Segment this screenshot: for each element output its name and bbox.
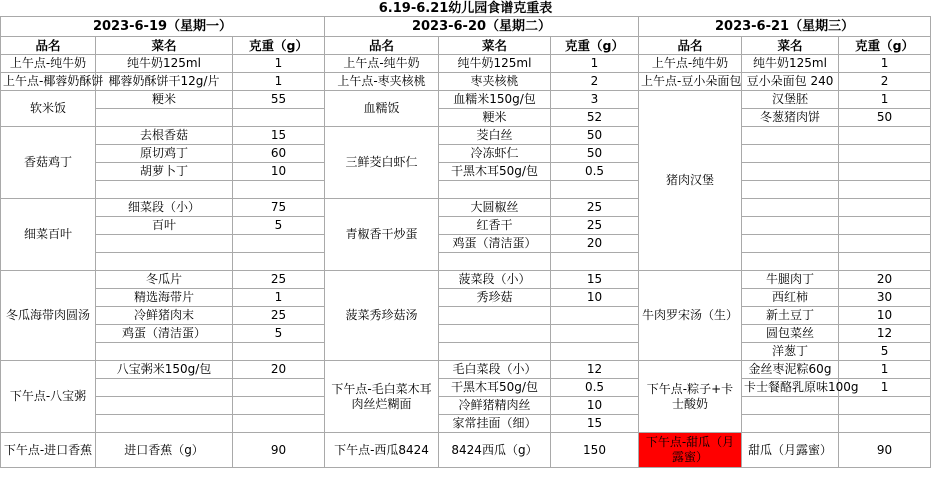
weight-cell	[551, 307, 639, 325]
weight-cell	[233, 379, 325, 397]
ingredient-cell: 干黑木耳50g/包	[439, 163, 551, 181]
weight-cell	[839, 145, 931, 163]
ingredient-cell: 菠菜段（小）	[439, 271, 551, 289]
ingredient-cell: 洋葱丁	[742, 343, 839, 361]
dish-cell: 下午点-粽子+卡士酸奶	[639, 361, 742, 433]
ingredient-cell: 干黑木耳50g/包	[439, 379, 551, 397]
weight-cell: 50	[551, 145, 639, 163]
weight-cell: 1	[839, 379, 931, 397]
weight-cell: 5	[233, 217, 325, 235]
ingredient-cell: 进口香蕉（g）	[96, 433, 233, 468]
ingredient-cell: 鸡蛋（清洁蛋）	[439, 235, 551, 253]
ingredient-cell	[439, 253, 551, 271]
weight-cell	[839, 217, 931, 235]
weight-cell: 15	[551, 415, 639, 433]
weight-cell	[233, 415, 325, 433]
dish-cell-highlighted: 下午点-甜瓜（月露蜜）	[639, 433, 742, 468]
weight-cell	[839, 199, 931, 217]
weight-cell: 2	[551, 73, 639, 91]
weight-cell: 52	[551, 109, 639, 127]
ingredient-cell: 鸡蛋（清洁蛋）	[96, 325, 233, 343]
ingredient-cell: 冷鲜猪肉末	[96, 307, 233, 325]
ingredient-cell: 卡士餐酪乳原味100g	[742, 379, 839, 397]
ingredient-cell: 冷鲜猪精肉丝	[439, 397, 551, 415]
weight-cell: 10	[551, 289, 639, 307]
weight-cell	[551, 181, 639, 199]
weight-cell	[233, 343, 325, 361]
ingredient-cell	[742, 217, 839, 235]
ingredient-cell: 去根香菇	[96, 127, 233, 145]
ingredient-cell: 精选海带片	[96, 289, 233, 307]
day-header-2: 2023-6-20（星期二）	[325, 17, 639, 37]
dish-cell: 上午点-纯牛奶	[325, 55, 439, 73]
ingredient-cell	[742, 127, 839, 145]
dish-cell: 上午点-椰蓉奶酥饼	[1, 73, 96, 91]
dish-cell: 香菇鸡丁	[1, 127, 96, 199]
weight-cell: 50	[551, 127, 639, 145]
weight-cell: 5	[233, 325, 325, 343]
ingredient-cell: 细菜段（小）	[96, 199, 233, 217]
weight-cell: 25	[233, 271, 325, 289]
ingredient-cell	[439, 343, 551, 361]
weight-cell: 10	[839, 307, 931, 325]
weight-cell	[839, 397, 931, 415]
ingredient-cell	[742, 415, 839, 433]
dish-cell: 冬瓜海带肉圆汤	[1, 271, 96, 361]
weight-cell	[233, 235, 325, 253]
weight-cell: 1	[551, 55, 639, 73]
weight-cell	[839, 127, 931, 145]
weight-cell: 25	[551, 199, 639, 217]
dish-cell: 菠菜秀珍菇汤	[325, 271, 439, 361]
ingredient-cell: 牛腿肉丁	[742, 271, 839, 289]
ingredient-cell	[96, 253, 233, 271]
col-header-cai: 菜名	[439, 37, 551, 55]
weight-cell: 75	[233, 199, 325, 217]
dish-cell: 猪肉汉堡	[639, 91, 742, 271]
ingredient-cell: 纯牛奶125ml	[96, 55, 233, 73]
weight-cell: 1	[233, 55, 325, 73]
ingredient-cell: 8424西瓜（g）	[439, 433, 551, 468]
ingredient-cell: 汉堡胚	[742, 91, 839, 109]
weight-cell: 12	[551, 361, 639, 379]
ingredient-cell	[96, 109, 233, 127]
weight-cell: 1	[233, 73, 325, 91]
dish-cell: 血糯饭	[325, 91, 439, 127]
dish-cell: 上午点-枣夹核桃	[325, 73, 439, 91]
ingredient-cell	[439, 307, 551, 325]
ingredient-cell	[742, 163, 839, 181]
ingredient-cell: 圆包菜丝	[742, 325, 839, 343]
weight-cell: 15	[233, 127, 325, 145]
ingredient-cell: 甜瓜（月露蜜）	[742, 433, 839, 468]
weight-cell	[839, 163, 931, 181]
col-header-pin: 品名	[1, 37, 96, 55]
weight-cell: 15	[551, 271, 639, 289]
weight-cell	[839, 253, 931, 271]
weight-cell	[233, 253, 325, 271]
dish-cell: 细菜百叶	[1, 199, 96, 271]
col-header-pin: 品名	[639, 37, 742, 55]
dish-cell: 下午点-毛白菜木耳肉丝烂糊面	[325, 361, 439, 433]
dish-cell: 上午点-豆小朵面包	[639, 73, 742, 91]
ingredient-cell	[96, 181, 233, 199]
weight-cell	[551, 253, 639, 271]
ingredient-cell	[742, 397, 839, 415]
weight-cell: 60	[233, 145, 325, 163]
day-header-3: 2023-6-21（星期三）	[639, 17, 931, 37]
ingredient-cell	[96, 379, 233, 397]
ingredient-cell: 冬瓜片	[96, 271, 233, 289]
ingredient-cell: 冬葱猪肉饼	[742, 109, 839, 127]
weight-cell: 2	[839, 73, 931, 91]
weight-cell: 0.5	[551, 163, 639, 181]
ingredient-cell	[742, 253, 839, 271]
weight-cell: 25	[233, 307, 325, 325]
col-header-ke: 克重（g）	[839, 37, 931, 55]
ingredient-cell: 百叶	[96, 217, 233, 235]
ingredient-cell: 血糯米150g/包	[439, 91, 551, 109]
weight-cell	[839, 235, 931, 253]
weight-cell: 1	[839, 55, 931, 73]
ingredient-cell: 新土豆丁	[742, 307, 839, 325]
ingredient-cell: 八宝粥米150g/包	[96, 361, 233, 379]
dish-cell: 下午点-西瓜8424	[325, 433, 439, 468]
dish-cell: 下午点-八宝粥	[1, 361, 96, 433]
dish-cell: 牛肉罗宋汤（生）	[639, 271, 742, 361]
weight-cell: 30	[839, 289, 931, 307]
ingredient-cell	[439, 181, 551, 199]
weight-cell: 150	[551, 433, 639, 468]
ingredient-cell	[742, 199, 839, 217]
ingredient-cell	[96, 235, 233, 253]
ingredient-cell	[96, 415, 233, 433]
ingredient-cell: 大圆椒丝	[439, 199, 551, 217]
weight-cell	[233, 397, 325, 415]
ingredient-cell	[96, 343, 233, 361]
weight-cell: 1	[839, 91, 931, 109]
day-header-1: 2023-6-19（星期一）	[1, 17, 325, 37]
ingredient-cell: 胡萝卜丁	[96, 163, 233, 181]
weight-cell: 1	[839, 361, 931, 379]
weight-cell	[233, 109, 325, 127]
dish-cell: 软米饭	[1, 91, 96, 127]
weight-cell	[551, 325, 639, 343]
weight-cell: 1	[233, 289, 325, 307]
ingredient-cell: 金丝枣泥粽60g	[742, 361, 839, 379]
ingredient-cell: 原切鸡丁	[96, 145, 233, 163]
dish-cell: 上午点-纯牛奶	[639, 55, 742, 73]
ingredient-cell: 纯牛奶125ml	[742, 55, 839, 73]
col-header-ke: 克重（g）	[233, 37, 325, 55]
ingredient-cell: 家常挂面（细）	[439, 415, 551, 433]
col-header-cai: 菜名	[742, 37, 839, 55]
weight-cell: 0.5	[551, 379, 639, 397]
ingredient-cell: 西红柿	[742, 289, 839, 307]
ingredient-cell: 枣夹核桃	[439, 73, 551, 91]
weight-cell: 3	[551, 91, 639, 109]
dish-cell: 上午点-纯牛奶	[1, 55, 96, 73]
ingredient-cell: 粳米	[96, 91, 233, 109]
weight-cell: 10	[233, 163, 325, 181]
ingredient-cell: 豆小朵面包 240	[742, 73, 839, 91]
weight-cell: 10	[551, 397, 639, 415]
weight-cell: 20	[551, 235, 639, 253]
weight-cell	[233, 181, 325, 199]
ingredient-cell: 纯牛奶125ml	[439, 55, 551, 73]
weight-cell: 25	[551, 217, 639, 235]
ingredient-cell: 冷冻虾仁	[439, 145, 551, 163]
ingredient-cell: 红香干	[439, 217, 551, 235]
weight-cell	[551, 343, 639, 361]
weight-cell: 5	[839, 343, 931, 361]
ingredient-cell	[742, 145, 839, 163]
weight-cell: 12	[839, 325, 931, 343]
weight-cell	[839, 415, 931, 433]
dish-cell: 青椒香干炒蛋	[325, 199, 439, 271]
dish-cell: 三鲜茭白虾仁	[325, 127, 439, 199]
sheet-title: 6.19-6.21幼儿园食谱克重表	[1, 0, 931, 17]
weight-cell: 50	[839, 109, 931, 127]
ingredient-cell	[439, 325, 551, 343]
col-header-ke: 克重（g）	[551, 37, 639, 55]
dish-cell: 下午点-进口香蕉	[1, 433, 96, 468]
ingredient-cell: 茭白丝	[439, 127, 551, 145]
weight-cell: 90	[233, 433, 325, 468]
ingredient-cell: 毛白菜段（小）	[439, 361, 551, 379]
ingredient-cell	[742, 181, 839, 199]
ingredient-cell: 粳米	[439, 109, 551, 127]
col-header-cai: 菜名	[96, 37, 233, 55]
weight-cell: 90	[839, 433, 931, 468]
col-header-pin: 品名	[325, 37, 439, 55]
ingredient-cell	[96, 397, 233, 415]
weight-cell: 20	[233, 361, 325, 379]
weight-cell	[839, 181, 931, 199]
ingredient-cell: 秀珍菇	[439, 289, 551, 307]
ingredient-cell	[742, 235, 839, 253]
ingredient-cell: 椰蓉奶酥饼干12g/片	[96, 73, 233, 91]
weight-cell: 20	[839, 271, 931, 289]
weight-cell: 55	[233, 91, 325, 109]
